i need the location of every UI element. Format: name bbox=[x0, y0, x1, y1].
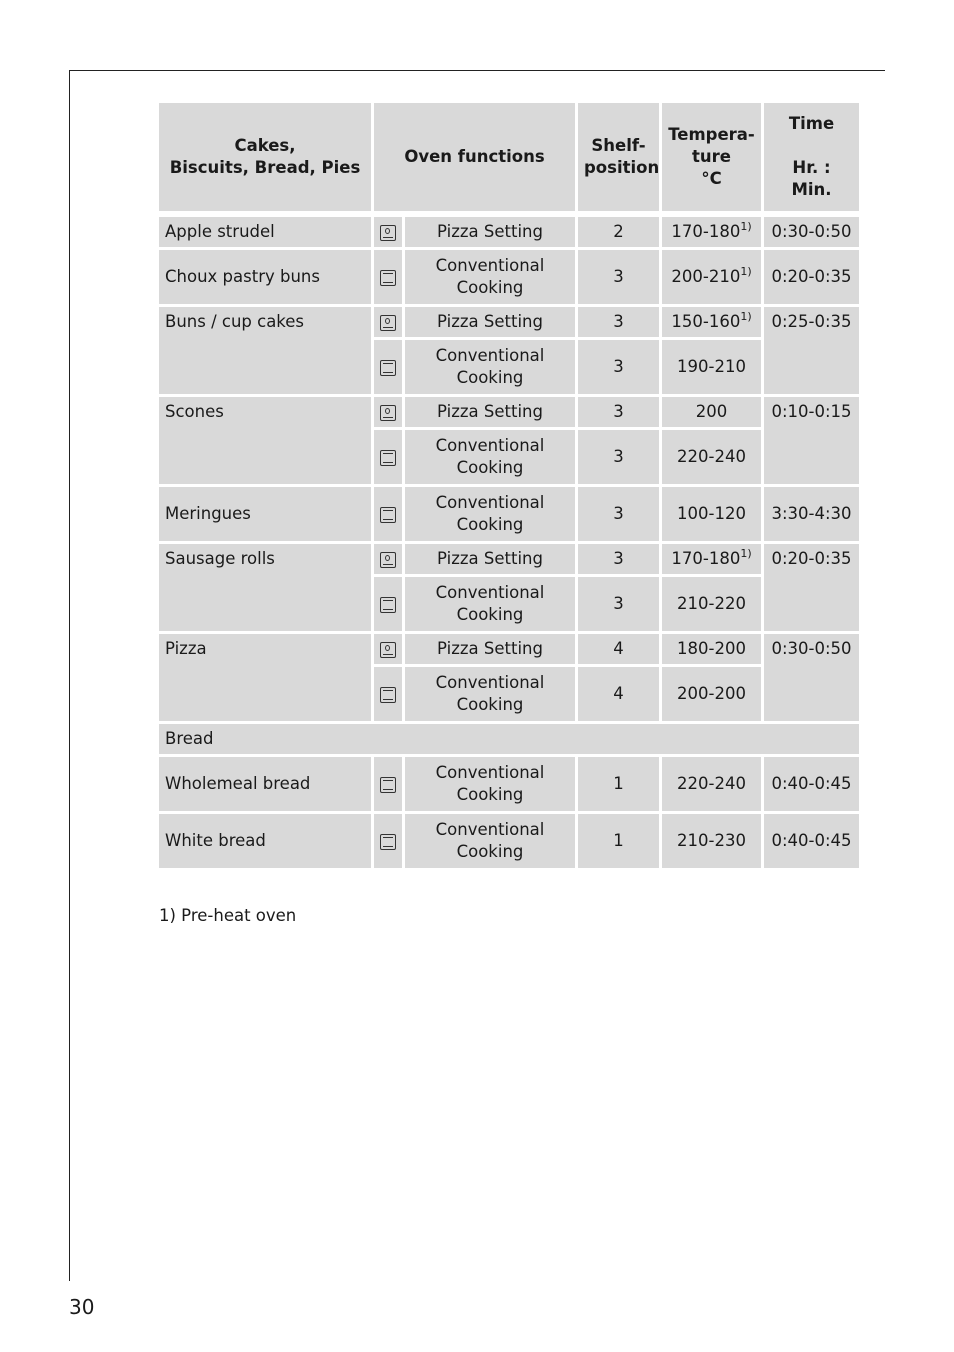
pizza-setting-icon bbox=[380, 315, 396, 331]
temp-cell: 220-240 bbox=[662, 757, 761, 811]
function-cell: Conventional Cooking bbox=[405, 757, 575, 811]
table-row bbox=[159, 634, 859, 664]
top-rule bbox=[69, 70, 885, 71]
conventional-cooking-icon bbox=[380, 450, 396, 466]
food-cell: Buns / cup cakes bbox=[159, 307, 371, 394]
temp-cell: 170-180$^{1)}$ bbox=[662, 217, 761, 247]
table-row bbox=[159, 544, 859, 574]
time-cell: 3:30-4:30 bbox=[764, 487, 859, 541]
temp-cell: 200-200 bbox=[662, 667, 761, 721]
conventional-cooking-icon bbox=[380, 270, 396, 286]
shelf-cell: 3 bbox=[578, 340, 659, 394]
temp-cell: 170-180$^{1)}$ bbox=[662, 544, 761, 574]
function-cell: Pizza Setting bbox=[405, 217, 575, 247]
function-cell: Conventional Cooking bbox=[405, 487, 575, 541]
conventional-cooking-icon bbox=[380, 507, 396, 523]
food-cell: Wholemeal bread bbox=[159, 757, 371, 811]
time-cell: 0:40-0:45 bbox=[764, 757, 859, 811]
footnote: 1) Pre-heat oven bbox=[159, 906, 297, 925]
time-cell: 0:30-0:50 bbox=[764, 634, 859, 721]
temp-cell: 200 bbox=[662, 397, 761, 427]
header-shelf: Shelf- position bbox=[578, 103, 659, 211]
shelf-cell: 1 bbox=[578, 757, 659, 811]
time-cell: 0:25-0:35 bbox=[764, 307, 859, 394]
function-cell: Pizza Setting bbox=[405, 307, 575, 337]
table-row bbox=[159, 757, 859, 811]
food-cell: Choux pastry buns bbox=[159, 250, 371, 304]
conventional-cooking-icon bbox=[380, 687, 396, 703]
function-cell: Conventional Cooking bbox=[405, 667, 575, 721]
time-cell: 0:20-0:35 bbox=[764, 544, 859, 631]
conventional-cooking-icon bbox=[380, 834, 396, 850]
function-cell: Pizza Setting bbox=[405, 634, 575, 664]
function-cell: Conventional Cooking bbox=[405, 814, 575, 868]
shelf-cell: 3 bbox=[578, 397, 659, 427]
shelf-cell: 3 bbox=[578, 430, 659, 484]
pizza-setting-icon bbox=[380, 405, 396, 421]
time-cell: 0:40-0:45 bbox=[764, 814, 859, 868]
temp-cell: 190-210 bbox=[662, 340, 761, 394]
shelf-cell: 3 bbox=[578, 250, 659, 304]
function-cell: Pizza Setting bbox=[405, 397, 575, 427]
conventional-cooking-icon bbox=[380, 597, 396, 613]
time-cell: 0:20-0:35 bbox=[764, 250, 859, 304]
header-temperature: Tempera- ture °C bbox=[662, 103, 761, 211]
shelf-cell: 2 bbox=[578, 217, 659, 247]
header-food: Cakes, Biscuits, Bread, Pies bbox=[159, 103, 371, 211]
shelf-cell: 3 bbox=[578, 307, 659, 337]
function-cell: Conventional Cooking bbox=[405, 577, 575, 631]
left-rule bbox=[69, 70, 70, 1281]
pizza-setting-icon bbox=[380, 225, 396, 241]
shelf-cell: 4 bbox=[578, 667, 659, 721]
food-cell: Pizza bbox=[159, 634, 371, 721]
pizza-setting-icon bbox=[380, 642, 396, 658]
food-cell: Meringues bbox=[159, 487, 371, 541]
time-cell: 0:10-0:15 bbox=[764, 397, 859, 484]
function-cell: Pizza Setting bbox=[405, 544, 575, 574]
food-cell: Apple strudel bbox=[159, 217, 371, 247]
food-cell: Scones bbox=[159, 397, 371, 484]
header-time: Time Hr. : Min. bbox=[764, 103, 859, 211]
table-row bbox=[159, 307, 859, 337]
shelf-cell: 4 bbox=[578, 634, 659, 664]
shelf-cell: 3 bbox=[578, 487, 659, 541]
conventional-cooking-icon bbox=[380, 360, 396, 376]
temp-cell: 210-230 bbox=[662, 814, 761, 868]
section-heading-bread: Bread bbox=[159, 724, 859, 754]
table-row bbox=[159, 814, 859, 868]
time-cell: 0:30-0:50 bbox=[764, 217, 859, 247]
temp-cell: 180-200 bbox=[662, 634, 761, 664]
temp-cell: 200-210$^{1)}$ bbox=[662, 250, 761, 304]
food-cell: Sausage rolls bbox=[159, 544, 371, 631]
pizza-setting-icon bbox=[380, 552, 396, 568]
table-row bbox=[159, 217, 859, 247]
function-cell: Conventional Cooking bbox=[405, 250, 575, 304]
baking-table bbox=[156, 100, 862, 871]
table-row bbox=[159, 250, 859, 304]
shelf-cell: 1 bbox=[578, 814, 659, 868]
temp-cell: 150-160$^{1)}$ bbox=[662, 307, 761, 337]
table-row bbox=[159, 397, 859, 427]
page-number: 30 bbox=[69, 1295, 95, 1319]
table-row bbox=[159, 487, 859, 541]
shelf-cell: 3 bbox=[578, 544, 659, 574]
section-row bbox=[159, 724, 859, 754]
function-cell: Conventional Cooking bbox=[405, 340, 575, 394]
temp-cell: 220-240 bbox=[662, 430, 761, 484]
header-oven-functions: Oven functions bbox=[374, 103, 575, 211]
conventional-cooking-icon bbox=[380, 777, 396, 793]
shelf-cell: 3 bbox=[578, 577, 659, 631]
function-cell: Conventional Cooking bbox=[405, 430, 575, 484]
temp-cell: 100-120 bbox=[662, 487, 761, 541]
temp-cell: 210-220 bbox=[662, 577, 761, 631]
header-row bbox=[159, 103, 859, 211]
food-cell: White bread bbox=[159, 814, 371, 868]
